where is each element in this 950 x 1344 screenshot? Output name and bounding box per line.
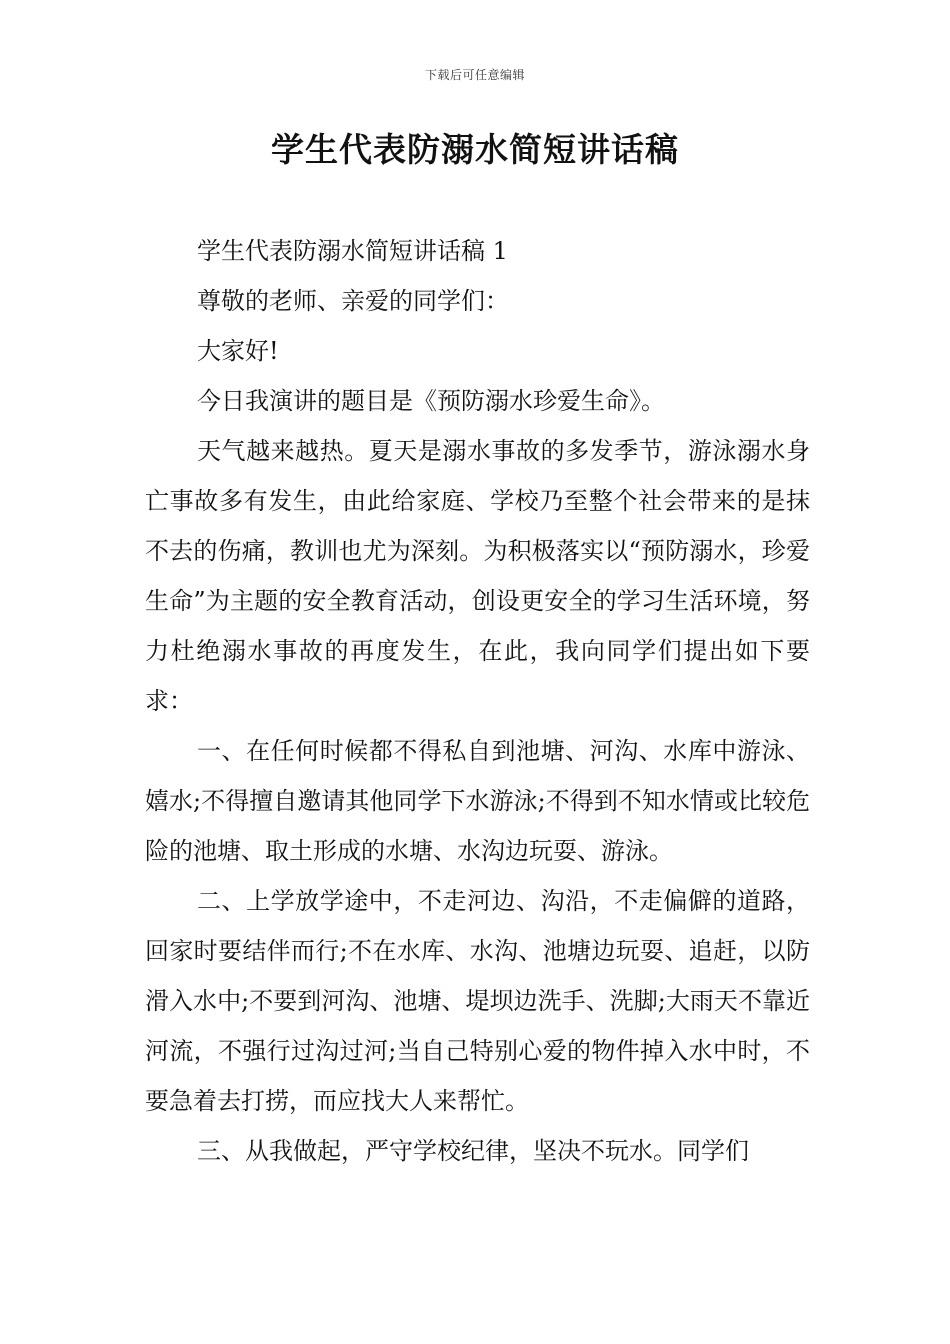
paragraph-intro: 天气越来越热。夏天是溺水事故的多发季节，游泳溺水身亡事故多有发生，由此给家庭、学校乃至整个社会带来的是抹不去的伤痛，教训也尤为深刻。为积极落实以“预防溺水，珍爱生命”为主题的安全教育活动，创设更安全的学习生活环境，努力杜绝溺水事故的再度发生，在此，我向同学们提出如下要求： — [145, 437, 810, 715]
document-body — [145, 226, 810, 1176]
paragraph-subtitle: 学生代表防溺水简短讲话稿 1 — [197, 237, 508, 265]
header-note: 下载后可任意编辑 — [424, 68, 525, 82]
paragraph-salutation: 尊敬的老师、亲爱的同学们： — [197, 287, 509, 315]
document-title: 学生代表防溺水简短讲话稿 — [271, 130, 679, 169]
paragraph-rule-3: 三、从我做起，严守学校纪律，坚决不玩水。同学们 — [197, 1137, 749, 1165]
paragraph-topic: 今日我演讲的题目是《预防溺水珍爱生命》。 — [197, 387, 665, 415]
paragraph-rule-1: 一、在任何时候都不得私自到池塘、河沟、水库中游泳、嬉水;不得擅自邀请其他同学下水游泳;不得到不知水情或比较危险的池塘、取土形成的水塘、水沟边玩耍、游泳。 — [145, 737, 810, 865]
paragraph-rule-2: 二、上学放学途中，不走河边、沟沿，不走偏僻的道路，回家时要结伴而行;不在水库、水沟、池塘边玩耍、追赶，以防滑入水中;不要到河沟、池塘、堤坝边洗手、洗脚;大雨天不靠近河流，不强行过沟过河;当自己特别心爱的物件掉入水中时，不要急着去打捞，而应找大人来帮忙。 — [145, 887, 810, 1115]
paragraph-greeting: 大家好! — [197, 337, 279, 365]
